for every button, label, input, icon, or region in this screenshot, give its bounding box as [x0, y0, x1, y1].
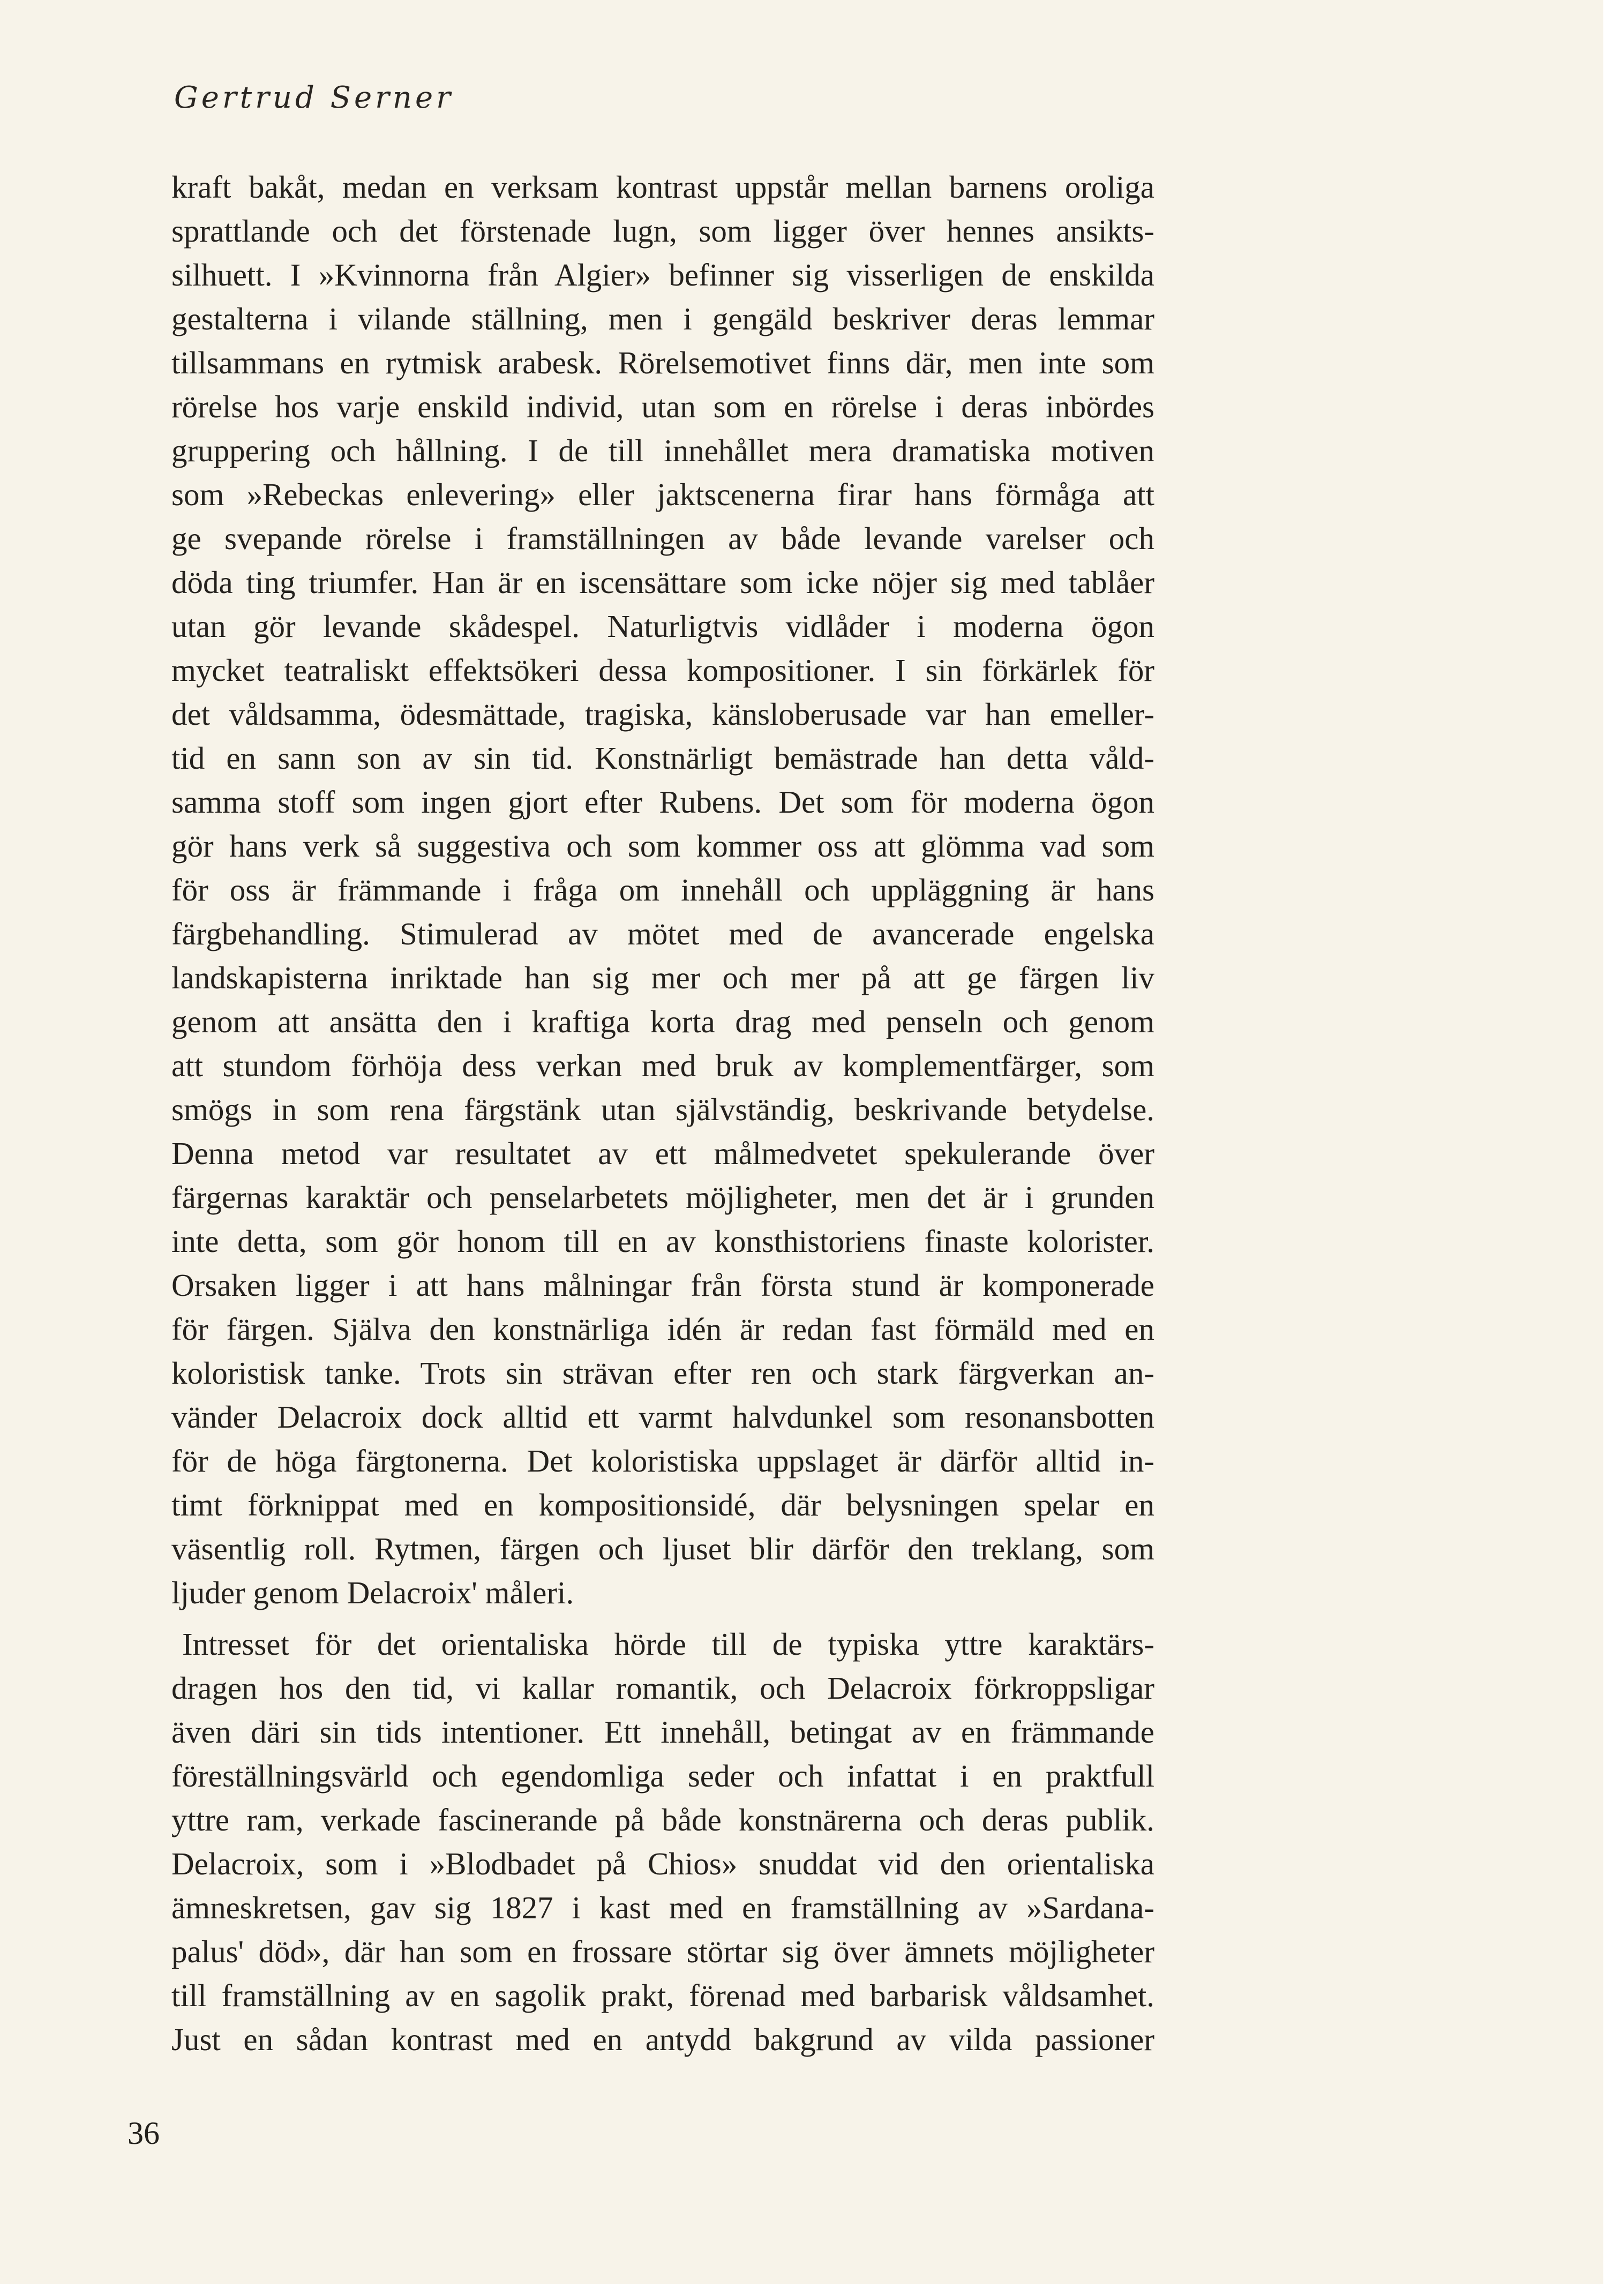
text-line: landskapisterna inriktade han sig mer och mer på att ge färgen liv — [171, 960, 1154, 995]
text-line: tillsammans en rytmisk arabesk. Rörelsemotivet finns där, men inte som — [171, 345, 1154, 380]
text-line: gestalterna i vilande ställning, men i gengäld beskriver deras lemmar — [171, 301, 1154, 336]
text-line: sprattlande och det förstenade lugn, som ligger över hennes ansikts- — [171, 213, 1154, 249]
text-line: för färgen. Själva den konstnärliga idén är redan fast förmäld med en — [171, 1311, 1154, 1347]
scan-edge-right — [1603, 0, 1613, 2296]
text-line: som »Rebeckas enlevering» eller jaktscenerna firar hans förmåga att — [171, 477, 1154, 512]
text-line: rörelse hos varje enskild individ, utan som en rörelse i deras inbördes — [171, 389, 1154, 424]
text-line: Denna metod var resultatet av ett målmedvetet spekulerande över — [171, 1136, 1154, 1171]
text-line: föreställningsvärld och egendomliga seder och infattat i en praktfull — [171, 1758, 1154, 1794]
paragraph-break — [171, 1615, 1154, 1622]
text-line: utan gör levande skådespel. Naturligtvis vidlåder i moderna ögon — [171, 609, 1154, 644]
text-line: kraft bakåt, medan en verksam kontrast uppstår mellan barnens oroliga — [171, 169, 1154, 205]
text-line: smögs in som rena färgstänk utan självständig, beskrivande betydelse. — [171, 1092, 1154, 1127]
text-line: Delacroix, som i »Blodbadet på Chios» snuddat vid den orientaliska — [171, 1846, 1154, 1881]
text-line: att stundom förhöja dess verkan med bruk av komplementfärger, som — [171, 1048, 1154, 1083]
text-line: färgernas karaktär och penselarbetets möjligheter, men det är i grunden — [171, 1180, 1154, 1215]
text-line: yttre ram, verkade fascinerande på både konstnärerna och deras publik. — [171, 1802, 1154, 1837]
text-line: inte detta, som gör honom till en av konsthistoriens finaste kolorister. — [171, 1224, 1154, 1259]
text-line: ge svepande rörelse i framställningen av både levande varelser och — [171, 521, 1154, 556]
text-line: mycket teatraliskt effektsökeri dessa kompositioner. I sin förkärlek för — [171, 652, 1154, 688]
text-line: till framställning av en sagolik prakt, förenad med barbarisk våldsamhet. — [171, 1978, 1154, 2013]
text-line: väsentlig roll. Rytmen, färgen och ljuset blir därför den treklang, som — [171, 1531, 1154, 1566]
text-line: Orsaken ligger i att hans målningar från första stund är komponerade — [171, 1267, 1154, 1303]
text-line: ljuder genom Delacroix' måleri. — [171, 1575, 574, 1610]
text-line: silhuett. I »Kvinnorna från Algier» befinner sig visserligen de enskilda — [171, 257, 1154, 292]
text-line: dragen hos den tid, vi kallar romantik, och Delacroix förkroppsligar — [171, 1670, 1154, 1706]
body-text — [171, 165, 1154, 2061]
text-line: genom att ansätta den i kraftiga korta drag med penseln och genom — [171, 1004, 1154, 1039]
text-line: koloristisk tanke. Trots sin strävan efter ren och stark färgverkan an- — [171, 1355, 1154, 1391]
page-number: 36 — [127, 2115, 160, 2151]
text-line: Intresset för det orientaliska hörde till de typiska yttre karaktärs- — [182, 1626, 1154, 1662]
text-line: färgbehandling. Stimulerad av mötet med de avancerade engelska — [171, 916, 1154, 951]
text-line: döda ting triumfer. Han är en iscensättare som icke nöjer sig med tablåer — [171, 565, 1154, 600]
text-line: för oss är främmande i fråga om innehåll och uppläggning är hans — [171, 872, 1154, 907]
text-line: palus' död», där han som en frossare störtar sig över ämnets möjligheter — [171, 1934, 1154, 1969]
text-line: gör hans verk så suggestiva och som kommer oss att glömma vad som — [171, 828, 1154, 864]
text-line: samma stoff som ingen gjort efter Rubens. Det som för moderna ögon — [171, 784, 1154, 820]
running-head: Gertrud Serner — [174, 80, 454, 115]
text-line: gruppering och hållning. I de till innehållet mera dramatiska motiven — [171, 433, 1154, 468]
text-line: vänder Delacroix dock alltid ett varmt halvdunkel som resonansbotten — [171, 1399, 1154, 1435]
text-line: ämneskretsen, gav sig 1827 i kast med en framställning av »Sardana- — [171, 1890, 1154, 1925]
text-line: tid en sann son av sin tid. Konstnärligt bemästrade han detta våld- — [171, 740, 1154, 776]
text-line: det våldsamma, ödesmättade, tragiska, känsloberusade var han emeller- — [171, 696, 1154, 732]
scan-edge-bottom — [0, 2284, 1613, 2296]
text-line: även däri sin tids intentioner. Ett innehåll, betingat av en främmande — [171, 1714, 1154, 1750]
text-line: timt förknippat med en kompositionsidé, där belysningen spelar en — [171, 1487, 1154, 1522]
text-line: Just en sådan kontrast med en antydd bakgrund av vilda passioner — [171, 2022, 1154, 2057]
text-line: för de höga färgtonerna. Det koloristiska uppslaget är därför alltid in- — [171, 1443, 1154, 1479]
